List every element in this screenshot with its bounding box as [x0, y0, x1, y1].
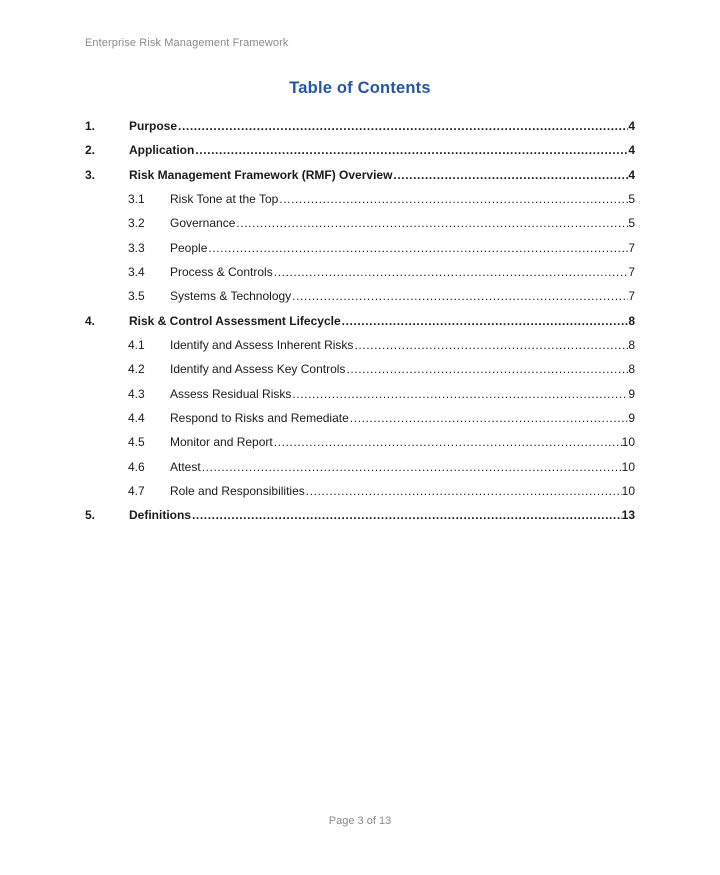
toc-list	[85, 114, 635, 528]
toc-entry-title: Monitor and Report	[170, 435, 273, 450]
toc-heading: Table of Contents	[289, 79, 431, 97]
toc-entry-title: Purpose	[129, 119, 178, 133]
toc-dot-leader	[278, 187, 628, 211]
toc-entry[interactable]	[85, 211, 635, 235]
toc-entry-number: 3.5	[128, 289, 145, 304]
toc-entry[interactable]	[85, 138, 635, 162]
toc-entry[interactable]	[85, 430, 635, 454]
toc-entry-title: Risk & Control Assessment Lifecycle	[129, 313, 341, 328]
toc-entry-page: 13	[621, 508, 635, 523]
toc-entry-number: 4.	[85, 313, 96, 328]
toc-dot-leader	[194, 138, 628, 162]
toc-entry[interactable]	[85, 187, 635, 211]
toc-entry-page: 7	[628, 264, 635, 279]
toc-entry-title: Role and Responsibilities	[170, 483, 305, 498]
toc-entry-title: Attest	[170, 459, 201, 474]
toc-dot-leader	[177, 114, 628, 138]
toc-entry-title: Respond to Risks and Remediate	[170, 410, 349, 425]
toc-entry-number: 1.	[85, 119, 96, 133]
toc-entry[interactable]	[85, 503, 635, 527]
toc-entry[interactable]	[85, 236, 635, 260]
toc-entry-number: 2.	[85, 143, 96, 158]
toc-entry-page: 8	[628, 362, 635, 377]
toc-entry-number: 4.1	[128, 337, 145, 352]
toc-entry-page: 10	[621, 459, 635, 474]
toc-entry-title: Identify and Assess Inherent Risks	[170, 337, 354, 352]
toc-dot-leader	[353, 333, 628, 357]
toc-entry[interactable]	[85, 406, 635, 430]
toc-entry[interactable]	[85, 333, 635, 357]
toc-dot-leader	[345, 357, 628, 381]
toc-dot-leader	[273, 260, 629, 284]
toc-entry-page: 5	[628, 216, 635, 231]
toc-entry-title: Definitions	[129, 508, 191, 523]
toc-entry-number: 3.3	[128, 240, 145, 255]
toc-entry-number: 4.5	[128, 435, 145, 450]
toc-entry-title: Identify and Assess Key Controls	[170, 362, 346, 377]
toc-entry[interactable]	[85, 114, 635, 138]
toc-entry-title: Process & Controls	[170, 264, 273, 279]
toc-dot-leader	[291, 382, 628, 406]
toc-entry-number: 4.6	[128, 459, 145, 474]
toc-entry-page: 7	[628, 240, 635, 255]
toc-entry-page: 8	[628, 313, 635, 328]
toc-entry-title: Risk Management Framework (RMF) Overview	[129, 167, 393, 182]
toc-entry-number: 3.2	[128, 216, 145, 231]
toc-entry-number: 3.4	[128, 264, 145, 279]
toc-entry-number: 4.4	[128, 410, 145, 425]
toc-dot-leader	[201, 455, 622, 479]
toc-dot-leader	[191, 503, 622, 527]
toc-entry-title: Assess Residual Risks	[170, 386, 292, 401]
toc-entry[interactable]	[85, 479, 635, 503]
toc-entry-page: 10	[621, 435, 635, 450]
toc-entry[interactable]	[85, 382, 635, 406]
toc-dot-leader	[273, 430, 622, 454]
toc-entry-page: 4	[628, 167, 635, 182]
toc-entry-title: Risk Tone at the Top	[170, 191, 279, 206]
toc-entry[interactable]	[85, 455, 635, 479]
toc-dot-leader	[291, 284, 628, 308]
toc-entry-number: 4.2	[128, 362, 145, 377]
toc-dot-leader	[207, 236, 628, 260]
toc-entry[interactable]	[85, 357, 635, 381]
toc-entry-page: 4	[628, 119, 635, 133]
toc-entry-title: Systems & Technology	[170, 289, 292, 304]
toc-entry-number: 3.1	[128, 191, 145, 206]
toc-entry-title: People	[170, 240, 208, 255]
toc-entry[interactable]	[85, 309, 635, 333]
toc-dot-leader	[235, 211, 628, 235]
toc-entry-page: 10	[621, 483, 635, 498]
toc-dot-leader	[341, 309, 629, 333]
toc-entry-title: Application	[129, 143, 195, 158]
toc-entry-page: 8	[628, 337, 635, 352]
toc-entry-number: 4.7	[128, 483, 145, 498]
toc-dot-leader	[392, 163, 628, 187]
toc-entry[interactable]	[85, 284, 635, 308]
toc-entry-number: 3.	[85, 167, 96, 182]
toc-entry-title: Governance	[170, 216, 236, 231]
toc-entry[interactable]	[85, 163, 635, 187]
toc-entry-page: 5	[628, 191, 635, 206]
page-number-footer: Page 3 of 13	[328, 815, 392, 827]
toc-dot-leader	[349, 406, 629, 430]
toc-entry-number: 4.3	[128, 386, 145, 401]
toc-entry-page: 7	[628, 289, 635, 304]
toc-entry-page: 4	[628, 143, 635, 158]
document-header-text: Enterprise Risk Management Framework	[85, 37, 289, 49]
toc-entry[interactable]	[85, 260, 635, 284]
toc-entry-page: 9	[628, 410, 635, 425]
toc-dot-leader	[305, 479, 622, 503]
toc-entry-page: 9	[628, 386, 635, 401]
toc-entry-number: 5.	[85, 508, 96, 523]
